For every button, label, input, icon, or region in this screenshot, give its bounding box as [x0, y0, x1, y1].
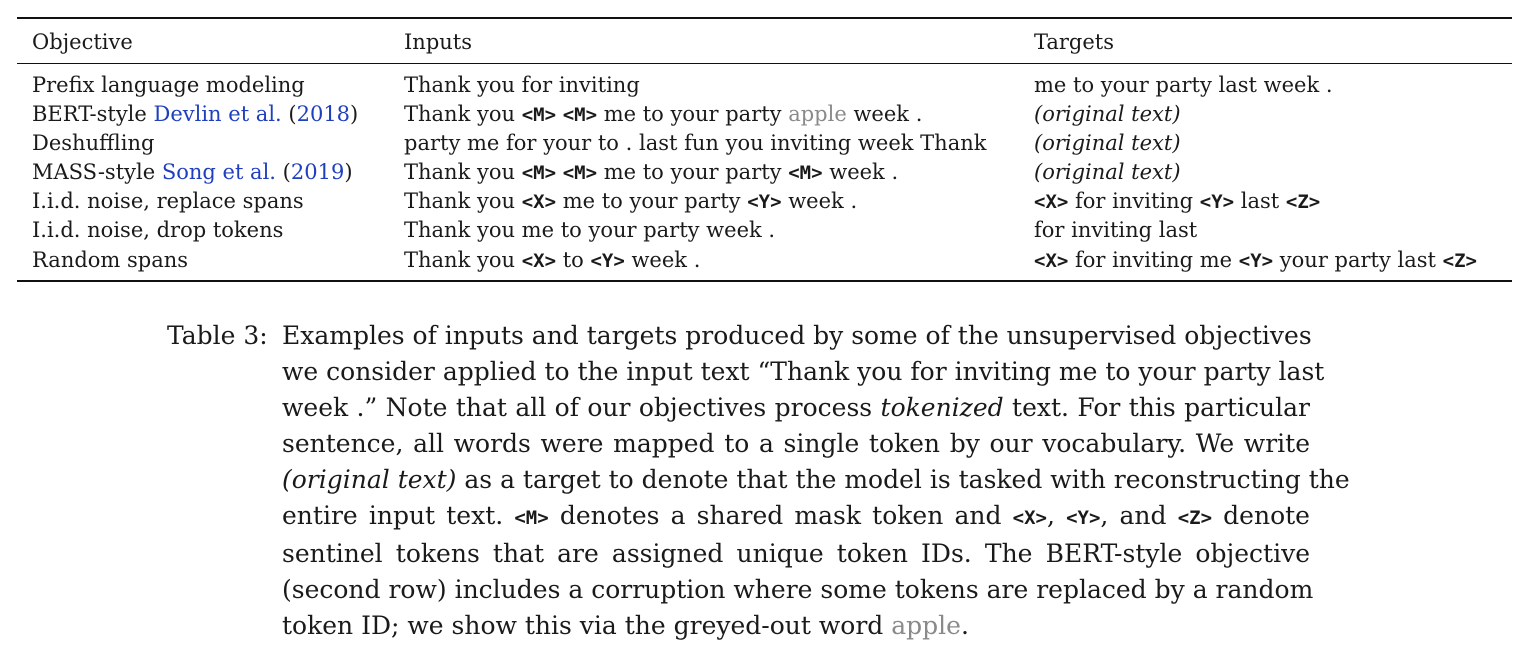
text-fragment: denote [1212, 501, 1310, 530]
text-fragment: text. For this particular [1003, 393, 1310, 422]
table-cell-objective [32, 187, 304, 216]
greyed-word: apple [891, 611, 961, 640]
table-bottom-rule [17, 280, 1512, 282]
table-cell-targets [1034, 158, 1181, 187]
text-fragment: week .” Note that all of our objectives process [282, 393, 881, 422]
text-fragment: week . [846, 102, 923, 126]
text-fragment: ) [344, 160, 353, 184]
table-cell-targets [1034, 100, 1181, 129]
text-fragment: Thank you [404, 248, 522, 272]
header-objective: Objective [32, 30, 133, 54]
table-top-rule [17, 17, 1512, 19]
text-fragment: I.i.d. noise, replace spans [32, 189, 304, 213]
token-code: <Y> [1066, 507, 1101, 529]
caption-line [282, 426, 1310, 462]
text-fragment: as a target to denote that the model is tasked with reconstructing the [456, 465, 1350, 494]
token-code: <X> [521, 250, 557, 272]
caption-line [282, 462, 1350, 498]
caption-line [282, 390, 1310, 426]
table-cell-targets [1034, 129, 1181, 158]
text-fragment: ) [350, 102, 359, 126]
token-code: <M> [514, 507, 549, 529]
text-fragment [556, 160, 563, 184]
header-targets: Targets [1034, 30, 1115, 54]
text-fragment: (second row) includes a corruption where some tokens are replaced by a random [282, 575, 1314, 604]
token-code: <X> [1034, 250, 1069, 272]
caption-line [282, 354, 1325, 390]
text-fragment: me to your party [597, 102, 789, 126]
text-fragment: sentinel tokens that are assigned unique token IDs. The BERT-style objective [282, 539, 1310, 568]
text-fragment: ( [281, 102, 297, 126]
table-cell-targets [1034, 187, 1320, 217]
citation-link[interactable]: Devlin et al. [153, 102, 282, 126]
caption-line [282, 318, 1310, 354]
text-fragment: Random spans [32, 248, 189, 272]
text-fragment: , and [1100, 501, 1178, 530]
text-fragment: for inviting last [1034, 218, 1198, 242]
citation-link[interactable]: 2019 [290, 160, 345, 184]
header-inputs: Inputs [404, 30, 473, 54]
text-fragment: . [960, 611, 969, 640]
text-fragment: sentence, all words were mapped to a single token by our vocabulary. We write [282, 429, 1310, 458]
text-fragment: for inviting [1068, 189, 1200, 213]
greyed-word: apple [788, 102, 847, 126]
caption-line [282, 536, 1310, 572]
italic-text: (original text) [1034, 160, 1181, 184]
caption-line [282, 608, 1310, 644]
table-cell-inputs [404, 187, 857, 217]
text-fragment: we consider applied to the input text “Thank you for inviting me to your party last [282, 357, 1325, 386]
text-fragment: me to your party [597, 160, 789, 184]
text-fragment: BERT-style [32, 102, 154, 126]
text-fragment: Deshuffling [32, 131, 155, 155]
text-fragment: week . [624, 248, 701, 272]
text-fragment: me to your party [556, 189, 748, 213]
table-cell-objective [32, 246, 188, 275]
table-cell-objective [32, 129, 154, 158]
caption-line [282, 498, 1310, 536]
table-cell-objective [32, 71, 305, 100]
text-fragment: party me for your to . last fun you inviting week Thank [404, 131, 987, 155]
token-code: <Y> [747, 191, 782, 213]
text-fragment: your party last [1273, 248, 1443, 272]
text-fragment [556, 102, 563, 126]
token-code: <X> [1034, 191, 1069, 213]
table-cell-targets [1034, 71, 1333, 100]
token-code: <Z> [1285, 191, 1321, 213]
text-fragment: token ID; we show this via the greyed-out word [282, 611, 892, 640]
table-cell-objective [32, 100, 358, 129]
table-cell-inputs [404, 158, 898, 188]
table-cell-targets [1034, 216, 1197, 245]
citation-link[interactable]: 2018 [296, 102, 351, 126]
token-code: <M> [562, 104, 598, 126]
text-fragment: Thank you [404, 102, 522, 126]
table-cell-inputs [404, 216, 775, 245]
italic-text: (original text) [282, 465, 457, 494]
caption-line [282, 572, 1314, 608]
table-cell-inputs [404, 100, 922, 130]
token-code: <M> [562, 162, 598, 184]
token-code: <X> [1012, 507, 1047, 529]
text-fragment: Prefix language modeling [32, 73, 305, 97]
token-code: <M> [788, 162, 823, 184]
caption-text [282, 318, 1350, 644]
token-code: <M> [521, 162, 557, 184]
token-code: <Y> [1238, 250, 1274, 272]
text-fragment: week . [781, 189, 858, 213]
table-cell-objective [32, 216, 283, 245]
token-code: <Y> [1199, 191, 1235, 213]
italic-text: tokenized [880, 393, 1004, 422]
token-code: <Z> [1177, 507, 1213, 529]
italic-text: (original text) [1034, 102, 1181, 126]
text-fragment: MASS-style [32, 160, 162, 184]
italic-text: (original text) [1034, 131, 1181, 155]
table-cell-objective [32, 158, 353, 187]
text-fragment: Thank you for inviting [404, 73, 640, 97]
text-fragment: for inviting me [1068, 248, 1239, 272]
table-cell-inputs [404, 71, 640, 100]
text-fragment: denotes a shared mask token and [548, 501, 1013, 530]
text-fragment: Thank you [404, 189, 522, 213]
table-cell-inputs [404, 129, 986, 158]
token-code: <Y> [590, 250, 625, 272]
table-cell-inputs [404, 246, 700, 276]
text-fragment: Thank you [404, 160, 522, 184]
token-code: <M> [521, 104, 557, 126]
text-fragment: Examples of inputs and targets produced by some of the unsupervised objectives [282, 321, 1312, 350]
text-fragment: ( [275, 160, 291, 184]
text-fragment: Thank you me to your party week . [404, 218, 776, 242]
table-cell-targets [1034, 246, 1477, 276]
citation-link[interactable]: Song et al. [161, 160, 276, 184]
caption-label: Table 3: [167, 321, 268, 350]
token-code: <Z> [1442, 250, 1477, 272]
text-fragment: , [1046, 501, 1067, 530]
text-fragment: to [556, 248, 591, 272]
table-header-rule [17, 63, 1512, 64]
text-fragment: I.i.d. noise, drop tokens [32, 218, 284, 242]
text-fragment: last [1234, 189, 1286, 213]
token-code: <X> [521, 191, 557, 213]
text-fragment: me to your party last week . [1034, 73, 1333, 97]
text-fragment: entire input text. [282, 501, 515, 530]
text-fragment: week . [822, 160, 899, 184]
